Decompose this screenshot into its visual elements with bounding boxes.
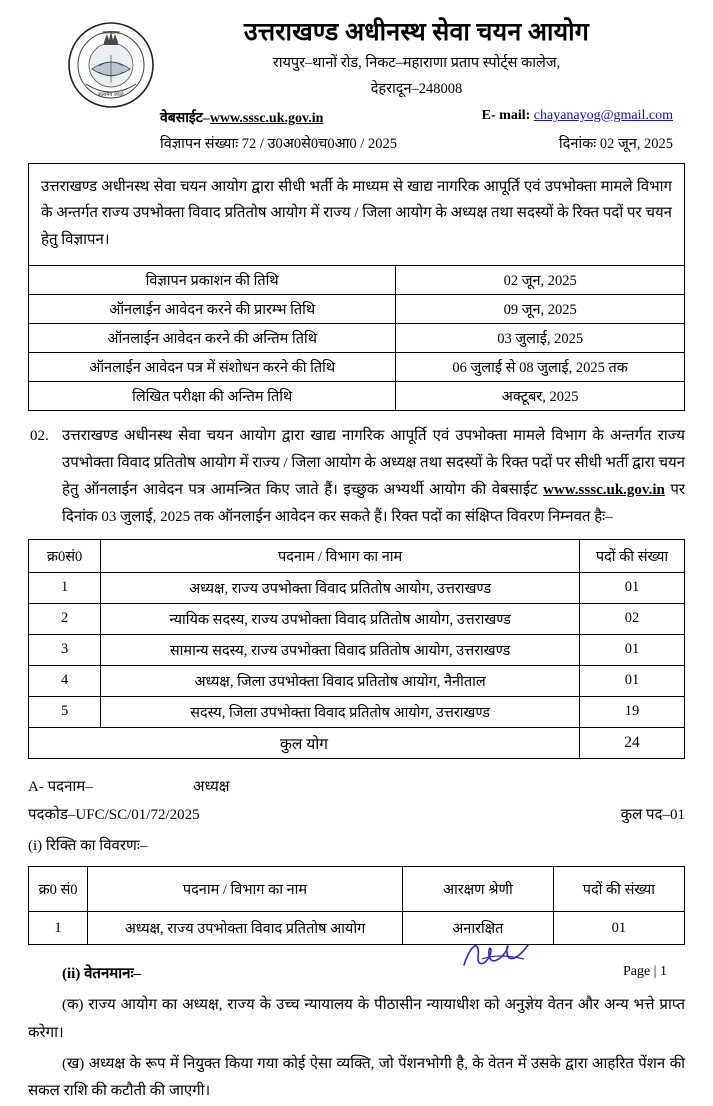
table-row [29,665,685,696]
column-header-post-name: पदनाम / विभाग का नाम [101,539,580,572]
paragraph-body [62,423,685,531]
section-a [28,773,685,861]
date-row-label: ऑनलाईन आवेदन करने की प्रारम्भ तिथि [29,294,396,323]
cell-quantity: 01 [580,665,685,696]
advertisement-number-value: 72 / उ0अ0से0च0आ0 / 2025 [241,136,397,153]
cell-serial: 3 [29,634,101,665]
page-footer [28,935,685,980]
document-header [28,14,685,153]
column-header-serial: क्र0 सं0 [29,867,88,912]
website-link-inline[interactable]: www.sssc.uk.gov.in [543,481,665,498]
cell-post-name: अध्यक्ष, राज्य उपभोक्ता विवाद प्रतितोष आयोग, उत्तराखण्ड [101,572,580,603]
date-row-label: ऑनलाईन आवेदन पत्र में संशोधन करने की तिथि [29,352,396,381]
table-row [29,572,685,603]
svg-text:सत्यमेव जयते: सत्यमेव जयते [98,92,124,98]
vacancy-details-table [28,866,685,945]
emblem-icon [68,22,154,108]
cell-quantity: 01 [580,572,685,603]
column-header-serial: क्र0सं0 [29,539,101,572]
website-block [160,108,323,127]
cell-post-name: अध्यक्ष, राज्य उपभोक्ता विवाद प्रतितोष आयोग [88,912,403,945]
cell-quantity: 02 [580,603,685,634]
cell-serial: 2 [29,603,101,634]
date-row-value: 06 जुलाई से 08 जुलाई, 2025 तक [396,352,685,381]
column-header-quantity: पदों की संख्या [580,539,685,572]
email-label: E- mail: [481,108,531,124]
total-posts: कुल पद–01 [620,807,685,824]
column-header-reservation-category: आरक्षण श्रेणी [402,867,553,912]
advertisement-number-block [160,133,397,153]
date-row-value: 09 जून, 2025 [396,294,685,323]
table-row [29,294,685,323]
cell-serial: 1 [29,912,88,945]
pay-scale-section [28,961,685,1106]
section-a-subheading: (i) रिक्ति का विवरणः– [28,837,148,854]
date-row-value: 02 जून, 2025 [396,265,685,294]
advertisement-number-label: विज्ञापन संख्याः [160,136,239,153]
cell-post-name: अध्यक्ष, जिला उपभोक्ता विवाद प्रतितोष आयोग, नैनीताल [101,665,580,696]
important-dates-table [28,265,685,411]
post-code: पदकोड–UFC/SC/01/72/2025 [28,807,200,824]
total-value: 24 [580,727,685,758]
signature-icon [458,935,544,980]
date-row-label: लिखित परीक्षा की अन्तिम तिथि [29,381,396,410]
table-header-row [29,867,685,912]
table-row [29,603,685,634]
date-row-label: ऑनलाईन आवेदन करने की अन्तिम तिथि [29,323,396,352]
section-a-title-row [28,773,685,802]
date-value: 02 जून, 2025 [599,136,673,153]
table-row [29,265,685,294]
table-row [29,381,685,410]
date-row-label: विज्ञापन प्रकाशन की तिथि [29,265,396,294]
total-label: कुल योग [29,727,580,758]
organization-address-line2: देहरादून–248008 [370,81,463,98]
paragraph-text-part2: पर दिनांक 03 जुलाई, 2025 तक ऑनलाईन आवेदन कर सकते हैं। रिक्त पदों का संक्षिप्त विवरण निम्नवत हैः– [62,481,685,525]
date-block [559,133,673,153]
organization-address-line1: रायपुर–थानों रोड, निकट–महाराणा प्रताप स्पोर्ट्स कालेज, [272,55,561,71]
cell-quantity: 19 [580,696,685,727]
section-a-code-row [28,801,685,830]
table-row [29,352,685,381]
introduction-paragraph: उत्तराखण्ड अधीनस्थ सेवा चयन आयोग द्वारा सीधी भर्ती के माध्यम से खाद्य नागरिक आपूर्ति एवं उपभोक्ता मामले विभाग के अन्तर्गत राज्य उपभोक्ता विवाद प्रतितोष आयोग में राज्य / जिला आयोग के अध्यक्ष तथा सदस्यों के रिक्त पदों पर चयन हेतु विज्ञापन। [28,163,685,266]
organization-title: उत्तराखण्ड अधीनस्थ सेवा चयन आयोग [243,19,590,46]
advertisement-row [158,133,675,153]
website-label: वेबसाईट– [160,111,210,127]
page-number: Page | 1 [622,964,667,979]
paragraph-number: 02. [30,427,49,444]
column-header-quantity: पदों की संख्या [553,867,684,912]
website-link[interactable]: www.sssc.uk.gov.in [209,111,324,127]
date-row-value: 03 जुलाई, 2025 [396,323,685,352]
cell-serial: 1 [29,572,101,603]
table-row [29,323,685,352]
svg-text:उत्तराखण्ड: उत्तराखण्ड [102,31,120,36]
cell-quantity: 01 [580,634,685,665]
date-row-value: अक्टूबर, 2025 [396,381,685,410]
pay-scale-clause-ka: (क) राज्य आयोग का अध्यक्ष, राज्य के उच्च न्यायालय के पीठासीन न्यायाधीश को अनुज्ञेय वेतन और अन्य भत्ते प्राप्त करेगा। [28,997,685,1041]
column-header-post-name: पदनाम / विभाग का नाम [88,867,403,912]
cell-post-name: न्यायिक सदस्य, राज्य उपभोक्ता विवाद प्रतितोष आयोग, उत्तराखण्ड [101,603,580,634]
section-a-post-name: अध्यक्ष [193,778,230,795]
posts-summary-table [28,539,685,759]
pay-scale-heading: (ii) वेतनमानः– [62,966,142,983]
cell-reservation-category: अनारक्षित [402,912,553,945]
table-row [29,634,685,665]
paragraph-text-part1: उत्तराखण्ड अधीनस्थ सेवा चयन आयोग द्वारा खाद्य नागरिक आपूर्ति एवं उपभोक्ता मामले विभाग के अन्तर्गत राज्य उपभोक्ता विवाद प्रतितोष आयोग में राज्य / जिला आयोग के अध्यक्ष तथा सदस्यों के रिक्त पदों पर सीधी भर्ती द्वारा चयन हेतु ऑनलाईन आवेदन पत्र आमन्त्रित किए जाते हैं। इच्छुक अभ्यर्थी आयोग की वेबसाईट [62,427,685,498]
header-text-block [154,14,685,153]
cell-post-name: सामान्य सदस्य, राज्य उपभोक्ता विवाद प्रतितोष आयोग, उत्तराखण्ड [101,634,580,665]
date-label: दिनांकः [558,136,597,153]
cell-quantity: 01 [553,912,684,945]
table-row [29,696,685,727]
paragraph-02 [28,423,685,531]
email-block [482,108,673,127]
section-a-label: A- पदनाम– [28,778,93,795]
table-header-row [29,539,685,572]
table-total-row [29,727,685,758]
cell-serial: 5 [29,696,101,727]
cell-serial: 4 [29,665,101,696]
cell-post-name: सदस्य, जिला उपभोक्ता विवाद प्रतितोष आयोग, उत्तराखण्ड [101,696,580,727]
pay-scale-clause-kha: (ख) अध्यक्ष के रूप में नियुक्त किया गया कोई ऐसा व्यक्ति, जो पेंशनभोगी है, के वेतन में उसके द्वारा आहरित पेंशन की सकल राशि की कटौती की जाएगी। [28,1055,685,1100]
contact-row [158,108,675,127]
email-link[interactable]: chayanayog@gmail.com [533,108,673,124]
